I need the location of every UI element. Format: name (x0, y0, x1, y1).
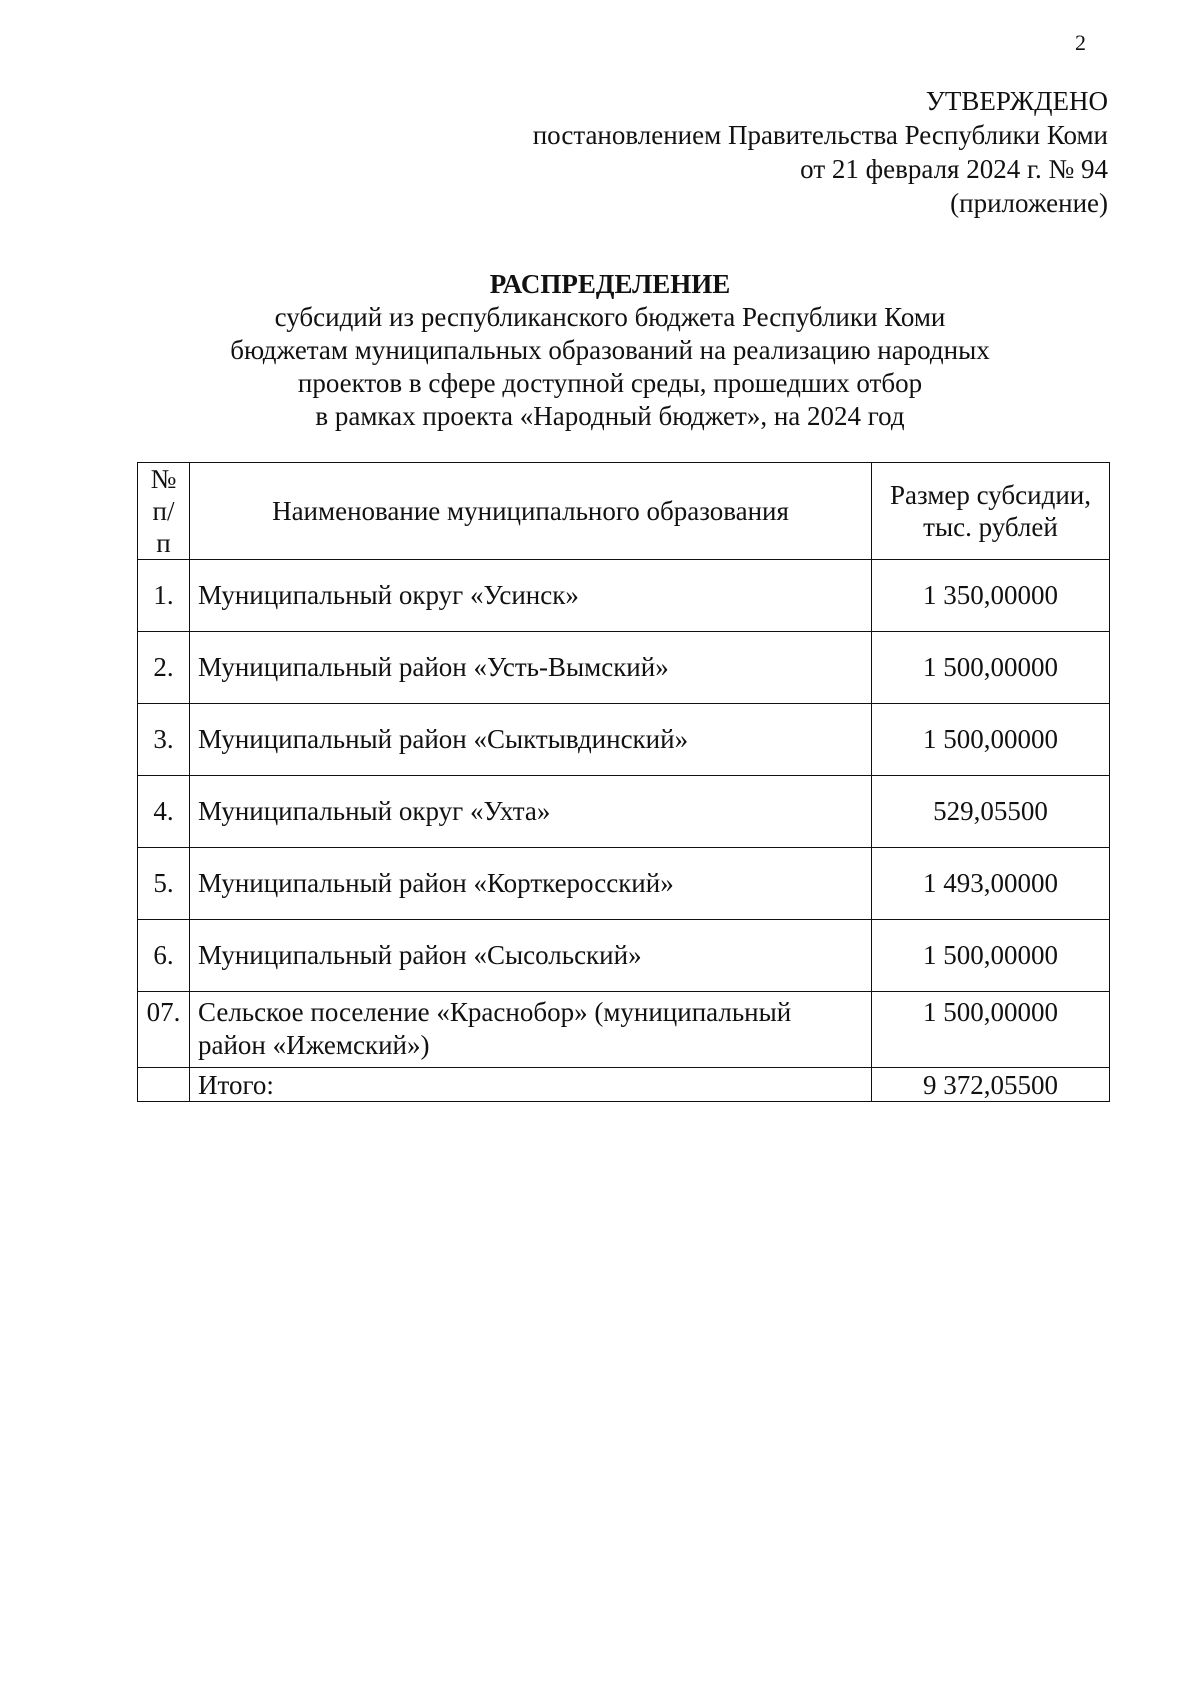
header-number-abbr: п/п (152, 496, 175, 558)
header-amount (872, 463, 1110, 560)
row-number: 2. (138, 632, 190, 704)
approval-appendix: (приложение) (950, 188, 1108, 218)
header-number-sign: № (150, 464, 177, 494)
row-amount: 1 350,00000 (872, 560, 1110, 632)
row-name: Муниципальный округ «Ухта» (190, 776, 872, 848)
document-subtitle-line: проектов в сфере доступной среды, прошедших отбор (297, 368, 923, 398)
row-name: Муниципальный округ «Усинск» (190, 560, 872, 632)
header-amount-unit: тыс. рублей (923, 512, 1058, 542)
total-label: Итого: (190, 1068, 872, 1102)
approval-stamp (408, 84, 1108, 220)
page-number: 2 (1075, 30, 1086, 55)
row-name: Муниципальный район «Сыктывдинский» (190, 704, 872, 776)
row-amount: 529,05500 (872, 776, 1110, 848)
row-number: 07. (138, 992, 190, 1068)
header-name: Наименование муниципального образования (190, 463, 872, 560)
row-amount: 1 500,00000 (872, 632, 1110, 704)
row-amount: 1 493,00000 (872, 848, 1110, 920)
row-number: 6. (138, 920, 190, 992)
table-header-row (138, 463, 1110, 560)
table-row (138, 776, 1110, 848)
total-number-empty (138, 1068, 190, 1102)
document-subtitle-line: субсидий из республиканского бюджета Республики Коми (274, 302, 946, 332)
table-row (138, 992, 1110, 1068)
row-amount: 1 500,00000 (872, 920, 1110, 992)
table-row (138, 704, 1110, 776)
row-number: 5. (138, 848, 190, 920)
row-number: 3. (138, 704, 190, 776)
row-name: Муниципальный район «Усть-Вымский» (190, 632, 872, 704)
document-subtitle-line: в рамках проекта «Народный бюджет», на 2024 год (315, 401, 905, 431)
approval-title: УТВЕРЖДЕНО (925, 86, 1108, 116)
row-number: 4. (138, 776, 190, 848)
total-amount: 9 372,05500 (872, 1068, 1110, 1102)
header-amount-title: Размер субсидии, (890, 480, 1091, 510)
table-row (138, 848, 1110, 920)
document-heading: РАСПРЕДЕЛЕНИЕ (489, 269, 731, 299)
approval-date: от 21 февраля 2024 г. № 94 (800, 154, 1108, 184)
document-subtitle-line: бюджетам муниципальных образований на реализацию народных (230, 335, 990, 365)
row-name: Муниципальный район «Корткеросский» (190, 848, 872, 920)
approval-decree: постановлением Правительства Республики Коми (532, 120, 1108, 150)
header-number (138, 463, 190, 560)
document-title (130, 268, 1090, 433)
table-total-row (138, 1068, 1110, 1102)
table-row (138, 632, 1110, 704)
row-amount: 1 500,00000 (872, 992, 1110, 1068)
table-row (138, 560, 1110, 632)
row-name: Сельское поселение «Краснобор» (муниципальный район «Ижемский») (190, 992, 872, 1068)
distribution-table (137, 462, 1110, 1102)
row-number: 1. (138, 560, 190, 632)
row-name: Муниципальный район «Сысольский» (190, 920, 872, 992)
row-amount: 1 500,00000 (872, 704, 1110, 776)
table-row (138, 920, 1110, 992)
